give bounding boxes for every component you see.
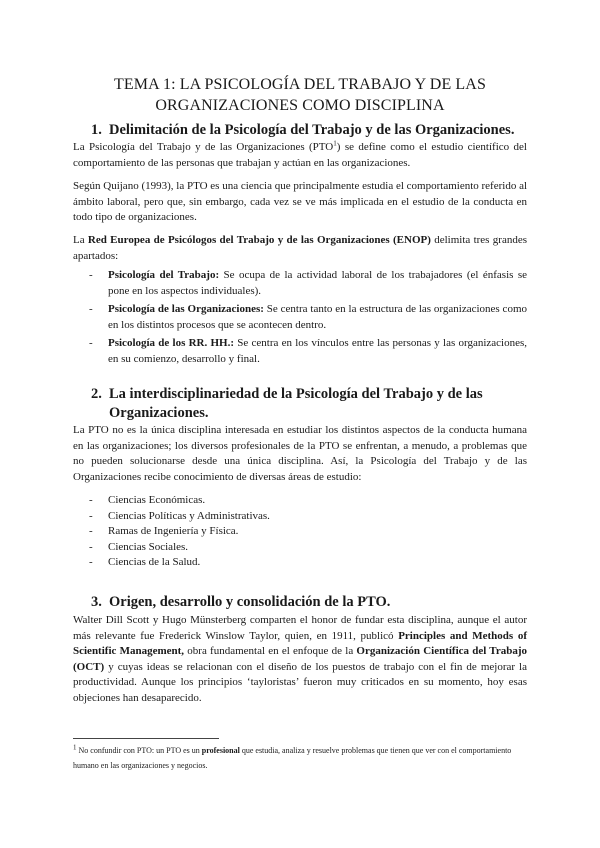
list-item-term: Psicología de los RR. HH.:	[108, 337, 235, 350]
list-item: - Ciencias de la Salud.	[86, 555, 527, 571]
list-item-text: Se centra en los vínculos entre las personas y las organizaciones, en su comienzo, desarrollo y final.	[108, 337, 527, 365]
footnote-ref: 1	[333, 139, 337, 148]
document-title	[60, 74, 540, 116]
section-2-list	[86, 493, 527, 571]
section-2-heading-line-2: Organizaciones.	[109, 405, 209, 421]
title-line-1: TEMA 1: LA PSICOLOGÍA DEL TRABAJO Y DE LAS	[114, 76, 486, 93]
section-1-heading-text: Delimitación de la Psicología del Trabajo y de las Organizaciones.	[109, 122, 515, 138]
section-1-number: 1.	[91, 122, 102, 138]
section-2-paragraph: La PTO no es la única disciplina interesada en estudiar los distintos aspectos de la conducta humana en las organizaciones; los diversos profesionales de la PTO se enfrentan, a menudo, a problemas que no pueden solucionarse desde una única disciplina. Así, la Psicología del Trabajo y de las Organizaciones recibe conocimiento de diversas áreas de estudio:	[73, 424, 527, 483]
list-item: - Ciencias Sociales.	[86, 540, 527, 556]
section-2-number: 2.	[91, 386, 102, 402]
footnote	[73, 744, 529, 773]
section-3-heading-text: Origen, desarrollo y consolidación de la PTO.	[109, 594, 391, 610]
footnote-text-a: No confundir con PTO: un PTO es un	[76, 746, 202, 755]
footnote-marker: 1	[73, 743, 77, 752]
s1-p1-text-b: ) se define como el estudio científico del comportamiento de las personas que trabajan y actúan en las organizaciones.	[73, 141, 527, 169]
footnote-divider	[73, 738, 219, 739]
section-3-heading	[91, 593, 390, 612]
s3-text-a: Walter Dill Scott y Hugo Münsterberg comparten el honor de fundar esta disciplina, aunque el autor más relevante fue Frederick Winslow Taylor, quien, en 1911, publicó	[73, 614, 527, 642]
footnote-text-b: que estudia, analiza y resuelve problemas que tienen que ver con el comportamiento humano en las organizaciones y negocios.	[73, 746, 512, 770]
s3-text-c: y cuyas ideas se relacionan con el diseño de los puestos de trabajo con el fin de mejorar la productividad. Aunque los principios ‘tayloristas’ fueron muy criticados en su momento, hoy esas objeciones han desaparecido.	[73, 660, 527, 704]
section-1-paragraph-3	[73, 233, 527, 264]
section-1-paragraph-2: Según Quijano (1993), la PTO es una ciencia que principalmente estudia el comportamiento referido al ámbito laboral, pero que, sin embargo, cada vez se ve más implicada en el estudio de la conducta en todo tipo de organizaciones.	[73, 180, 528, 224]
book-title: Principles and Methods of Scientific Management,	[73, 629, 527, 658]
section-1-heading	[91, 121, 514, 140]
title-line-2: ORGANIZACIONES COMO DISCIPLINA	[155, 97, 445, 114]
list-item: - Ciencias Políticas y Administrativas.	[86, 509, 527, 525]
section-2-heading	[91, 385, 527, 423]
list-item	[86, 336, 527, 367]
section-3-paragraph	[73, 613, 527, 707]
footnote-bold: profesional	[201, 746, 240, 755]
list-item	[86, 302, 527, 333]
s1-p3-text-b: delimita tres grandes apartados:	[73, 234, 527, 262]
section-1-list	[86, 268, 527, 368]
s1-p1-text-a: La Psicología del Trabajo y de las Organizaciones (PTO	[73, 141, 334, 153]
list-item-term: Psicología de las Organizaciones:	[108, 303, 264, 316]
oct-name: Organización Científica del Trabajo (OCT)	[73, 645, 527, 673]
s3-text-b: obra fundamental en el enfoque de la	[184, 645, 357, 658]
s1-p3-text-a: La	[73, 234, 88, 246]
list-item: - Ciencias Económicas.	[86, 493, 527, 509]
enop-name: Red Europea de Psicólogos del Trabajo y de las Organizaciones (ENOP)	[87, 234, 431, 246]
list-item	[86, 268, 527, 299]
section-2-heading-line-1: La interdisciplinariedad de la Psicología del Trabajo y de las	[109, 386, 483, 402]
list-item-term: Psicología del Trabajo:	[108, 269, 220, 281]
section-3-number: 3.	[91, 594, 102, 610]
section-1-paragraph-1	[73, 140, 527, 171]
list-item-text: Se ocupa de la actividad laboral de los trabajadores (el énfasis se pone en los aspectos individuales).	[108, 269, 527, 297]
list-item-text: Se centra tanto en la estructura de las organizaciones como en los distintos procesos que se acontecen dentro.	[108, 303, 527, 331]
list-item: - Ramas de Ingeniería y Física.	[86, 524, 527, 540]
